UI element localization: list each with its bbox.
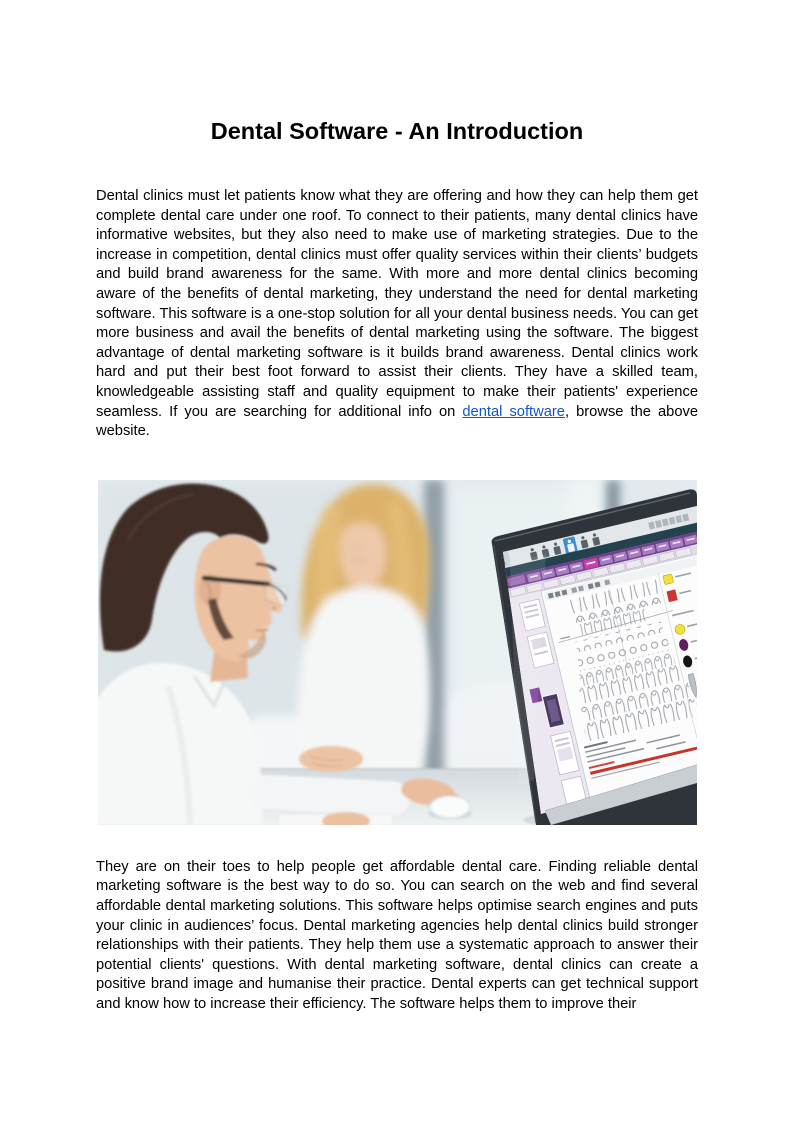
paragraph-1-text-before-link: Dental clinics must let patients know what they are offering and how they can help them get complete dental care under one roof. To connect to their patients, many dental clinics have informative websites, but they also need to make use of marketing strategies. Due to the increase in competition, dental clinics must offer quality services within their clients’ budgets and build brand awareness for the same. With more and more dental clinics becoming aware of the benefits of dental marketing, they understand the need for dental marketing software. This software is a one-stop solution for all your dental business needs. You can get more business and avail the benefits of dental marketing using the software. The biggest advantage of dental marketing software is it builds brand awareness. Dental clinics work hard and put their best foot forward to assist their clients. They have a skilled team, knowledgeable assisting staff and quality equipment to make their patients' experience seamless. If you are searching for additional info on <box>96 188 698 420</box>
woman-face <box>340 522 386 588</box>
assistant-woman <box>297 484 430 772</box>
article-photo <box>98 480 697 825</box>
paragraph-1 <box>96 187 698 442</box>
computer-mouse <box>430 796 470 818</box>
paragraph-1-text-after-link: , browse the above website. <box>96 403 699 440</box>
legend-swatch-sealant <box>663 574 674 585</box>
assistant-hand <box>299 746 363 772</box>
dental-software-link[interactable]: dental software <box>462 403 565 420</box>
woman-scrubs <box>297 587 429 772</box>
clinic-photo-illustration <box>98 480 697 825</box>
paragraph-2: They are on their toes to help people get affordable dental care. Finding reliable dental marketing software is the best way to do so. You can search on the web and find several affordable dental marketing solutions. This software helps optimise search engines and puts your clinic in audiences’ focus. Dental marketing agencies help dental clinics build stronger relationships with their patients. They help them use a systematic approach to answer their potential clients' questions. With dental marketing software, dental clinics can create a positive brand image and humanise their practice. Dental experts can get technical support and know how to increase their efficiency. The software helps them to improve their <box>96 858 698 1012</box>
partition-post <box>424 480 444 785</box>
page-title: Dental Software - An Introduction <box>210 118 584 144</box>
